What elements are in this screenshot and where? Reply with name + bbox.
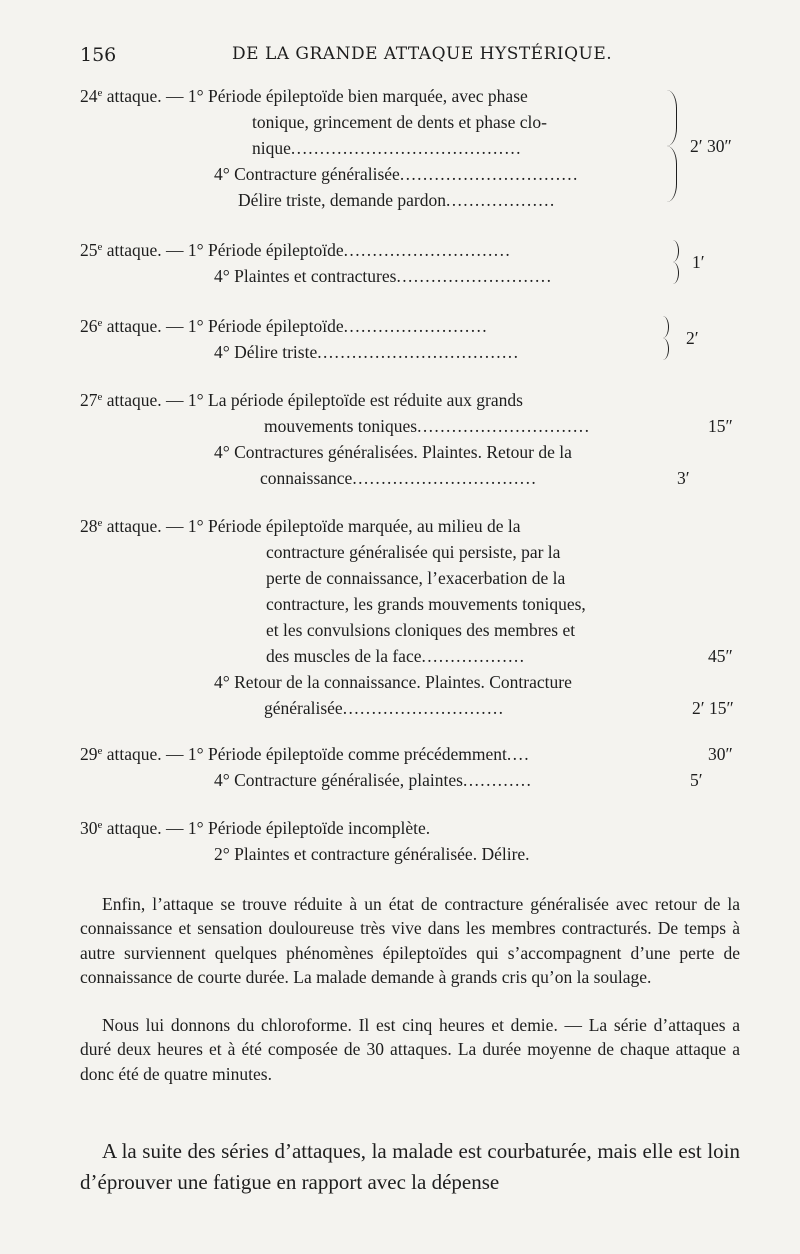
attack-line: 4° Retour de la connaissance. Plaintes. Contracture: [214, 672, 572, 692]
attack-line: connaissance................................: [260, 468, 538, 488]
duration: 30″: [708, 744, 733, 764]
attack-line: 1° Période épileptoïde marquée, au milieu de la: [187, 516, 521, 536]
attack-heading: 29e attaque. — 1° Période épileptoïde comme précédemment....: [80, 744, 530, 764]
attack-line: Délire triste, demande pardon...................: [238, 190, 556, 210]
page-number: 156: [80, 44, 117, 66]
duration: 2′: [686, 328, 699, 348]
duration: 3′: [677, 468, 690, 488]
attack-line: 4° Contracture généralisée, plaintes............: [214, 770, 533, 790]
duration: 2′ 15″: [692, 698, 734, 718]
attack-heading: 24e attaque. — 1° Période épileptoïde bien marquée, avec phase: [80, 86, 528, 106]
attack-line: des muscles de la face..................: [266, 646, 526, 666]
attack-line: 1° Période épileptoïde: [187, 316, 344, 336]
brace: [658, 338, 669, 360]
brace: [666, 90, 677, 146]
attack-line: 1° Période épileptoïde bien marquée, avec phase: [187, 86, 528, 106]
attack-line: perte de connaissance, l’exacerbation de la: [266, 568, 566, 588]
attack-line: et les convulsions cloniques des membres et: [266, 620, 576, 640]
brace: [658, 316, 669, 338]
attack-line: 1° La période épileptoïde est réduite aux grands: [187, 390, 523, 410]
attack-line: 2° Plaintes et contracture généralisée. Délire.: [214, 844, 530, 864]
brace: [668, 262, 679, 284]
duration: 15″: [708, 416, 733, 436]
duration: 45″: [708, 646, 733, 666]
attack-heading: 27e attaque. — 1° La période épileptoïde est réduite aux grands: [80, 390, 523, 410]
paragraph: A la suite des séries d’attaques, la malade est courbaturée, mais elle est loin d’éprouver une fatigue en rapport avec la dépense: [80, 1139, 740, 1194]
attack-heading: 26e attaque. — 1° Période épileptoïde.........................: [80, 316, 489, 336]
attack-line: 1° Période épileptoïde incomplète.: [187, 818, 431, 838]
attack-line: mouvements toniques..............................: [264, 416, 591, 436]
attack-heading: 30e attaque. — 1° Période épileptoïde incomplète.: [80, 818, 431, 838]
attack-line: tonique, grincement de dents et phase clo-: [252, 112, 547, 132]
attack-line: 4° Contractures généralisées. Plaintes. Retour de la: [214, 442, 572, 462]
attack-line: nique........................................: [252, 138, 522, 158]
paragraph: Enfin, l’attaque se trouve réduite à un état de contracture généralisée avec retour de la connaissance et sensation douloureuse très vive dans les membres contracturés. De temps à autre surviennent quelques phénomènes épileptoïdes qui s’accompagnent d’une perte de connaissance de courte durée. La malade demande à grands cris qu’on la soulage.: [80, 894, 740, 987]
paragraph: Nous lui donnons du chloroforme. Il est cinq heures et demie. — La série d’attaques a duré deux heures et à été composée de 30 attaques. La durée moyenne de chaque attaque a donc été de quatre minutes.: [80, 1015, 740, 1084]
attack-heading: 25e attaque. — 1° Période épileptoïde.............................: [80, 240, 512, 260]
duration: 5′: [690, 770, 703, 790]
attack-line: généralisée............................: [264, 698, 505, 718]
running-title: DE LA GRANDE ATTAQUE HYSTÉRIQUE.: [232, 44, 613, 64]
attack-line: 4° Contracture généralisée...............................: [214, 164, 579, 184]
attack-line: 4° Délire triste...................................: [214, 342, 520, 362]
attack-line: contracture généralisée qui persiste, par la: [266, 542, 561, 562]
brace: [668, 240, 679, 262]
brace: [666, 146, 677, 202]
attack-heading: 28e attaque. — 1° Période épileptoïde marquée, au milieu de la: [80, 516, 521, 536]
attack-line: contracture, les grands mouvements toniques,: [266, 594, 586, 614]
attack-line: 1° Période épileptoïde comme précédemment: [187, 744, 507, 764]
attack-line: 1° Période épileptoïde: [187, 240, 344, 260]
duration: 1′: [692, 252, 705, 272]
page-header: [80, 44, 740, 74]
duration: 2′ 30″: [690, 136, 732, 156]
attack-line: 4° Plaintes et contractures...........................: [214, 266, 553, 286]
